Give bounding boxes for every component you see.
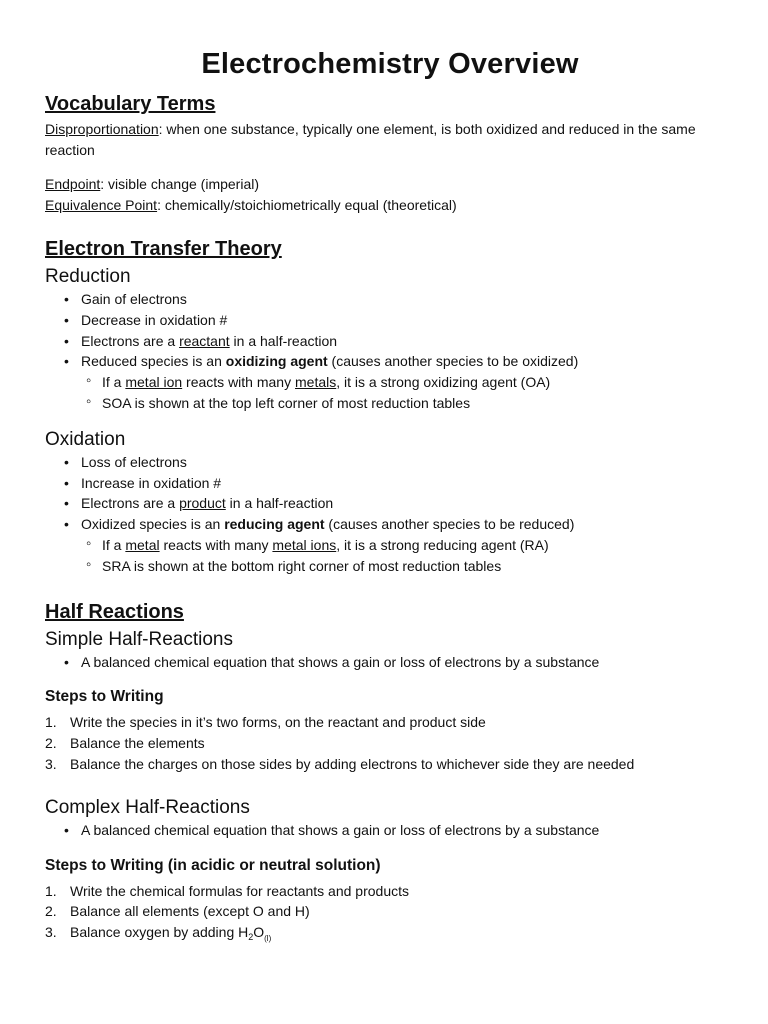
underlined-term: reactant (179, 332, 230, 349)
disproportionation-term: Disproportionation (45, 121, 159, 137)
complex-steps-list (45, 881, 735, 950)
document-page (45, 48, 735, 950)
oxidation-sublist (81, 535, 735, 577)
sub-list-item (102, 372, 735, 393)
list-item: • Loss of electrons (81, 452, 735, 473)
complex-steps-heading: Steps to Writing (in acidic or neutral solution) (45, 856, 381, 874)
bold-term: oxidizing agent (225, 353, 328, 370)
underlined-term: product (179, 495, 226, 512)
step-text: Balance the charges on those sides by adding electrons to whichever side they are needed (70, 755, 635, 772)
page-title: Electrochemistry Overview (201, 48, 579, 80)
reduction-heading: Reduction (45, 266, 131, 287)
sub-list-item: ◦ SOA is shown at the top left corner of most reduction tables (102, 393, 735, 414)
text-span: , it is a strong oxidizing agent (OA) (336, 374, 551, 391)
reduction-list (45, 289, 735, 414)
step-text: Balance the elements (70, 735, 205, 752)
step-number: 2. (45, 735, 57, 752)
step-text: Balance oxygen by adding H (70, 924, 249, 941)
step-item (45, 733, 735, 754)
bold-term: reducing agent (224, 516, 325, 533)
list-item: • A balanced chemical equation that shows a gain or loss of electrons by a substance (81, 820, 735, 841)
text-span: reacts with many (182, 374, 295, 391)
step-item (45, 881, 735, 902)
complex-half-reactions-heading: Complex Half-Reactions (45, 796, 250, 818)
list-item: • A balanced chemical equation that shows a gain or loss of electrons by a substance (81, 652, 735, 673)
step-item (45, 901, 735, 922)
step-number: 1. (45, 714, 57, 731)
text-span: , it is a strong reducing agent (RA) (336, 536, 549, 553)
underlined-term: metal ion (125, 374, 183, 391)
reduction-sublist (81, 372, 735, 414)
list-item (81, 493, 735, 514)
step-number: 3. (45, 755, 57, 772)
list-item (81, 514, 735, 576)
equivalence-point-term: Equivalence Point (45, 197, 158, 213)
simple-half-reactions-heading: Simple Half-Reactions (45, 628, 233, 650)
text-span: reacts with many (159, 536, 273, 553)
step-number: 2. (45, 903, 57, 920)
text-span: Oxidized species is an (81, 516, 225, 533)
simple-list (45, 652, 735, 673)
text-span: (causes another species to be oxidized) (327, 353, 579, 370)
step-text: Write the chemical formulas for reactants and products (70, 882, 410, 899)
underlined-term: metal ions (272, 536, 337, 553)
text-span: If a (102, 536, 126, 553)
equivalence-point-definition (45, 195, 735, 216)
state-subscript: (l) (264, 934, 272, 944)
text-span: Electrons are a (81, 495, 180, 512)
text-span: in a half-reaction (229, 332, 338, 349)
text-span: (causes another species to be reduced) (324, 516, 575, 533)
text-span: in a half-reaction (225, 495, 334, 512)
endpoint-text: : visible change (imperial) (100, 176, 260, 192)
sub-list-item: ◦ SRA is shown at the bottom right corner of most reduction tables (102, 556, 735, 577)
step-number: 1. (45, 882, 57, 899)
step-item (45, 712, 735, 733)
subscript: 2 (248, 932, 254, 943)
simple-steps-list (45, 712, 735, 774)
complex-list (45, 820, 735, 841)
underlined-term: metal (125, 536, 160, 553)
step-item (45, 922, 735, 950)
text-span: If a (102, 374, 126, 391)
underlined-term: metals (295, 374, 337, 391)
oxidation-heading: Oxidation (45, 428, 126, 450)
step-text: Write the species in it’s two forms, on the reactant and product side (70, 714, 486, 731)
list-item (81, 351, 735, 413)
list-item: • Decrease in oxidation # (81, 310, 735, 331)
endpoint-definition (45, 174, 735, 195)
list-item (81, 331, 735, 352)
disproportionation-text: : when one substance, typically one element, is both oxidized and reduced in the same reaction (45, 121, 696, 158)
step-item (45, 754, 735, 775)
simple-steps-heading: Steps to Writing (45, 688, 164, 706)
equivalence-point-text: : chemically/stoichiometrically equal (theoretical) (157, 197, 457, 213)
list-item: • Increase in oxidation # (81, 473, 735, 494)
step-number: 3. (45, 924, 57, 941)
step-text: Balance all elements (except O and H) (70, 903, 310, 920)
disproportionation-definition (45, 119, 735, 161)
electron-transfer-theory-heading: Electron Transfer Theory (45, 238, 282, 260)
vocabulary-heading: Vocabulary Terms (45, 93, 216, 115)
text-span: Electrons are a (81, 332, 180, 349)
endpoint-term: Endpoint (45, 176, 101, 192)
text-span: Reduced species is an (81, 353, 226, 370)
step-text: O (253, 924, 265, 941)
half-reactions-heading: Half Reactions (45, 600, 184, 623)
sub-list-item (102, 535, 735, 556)
list-item: • Gain of electrons (81, 289, 735, 310)
oxidation-list (45, 452, 735, 577)
